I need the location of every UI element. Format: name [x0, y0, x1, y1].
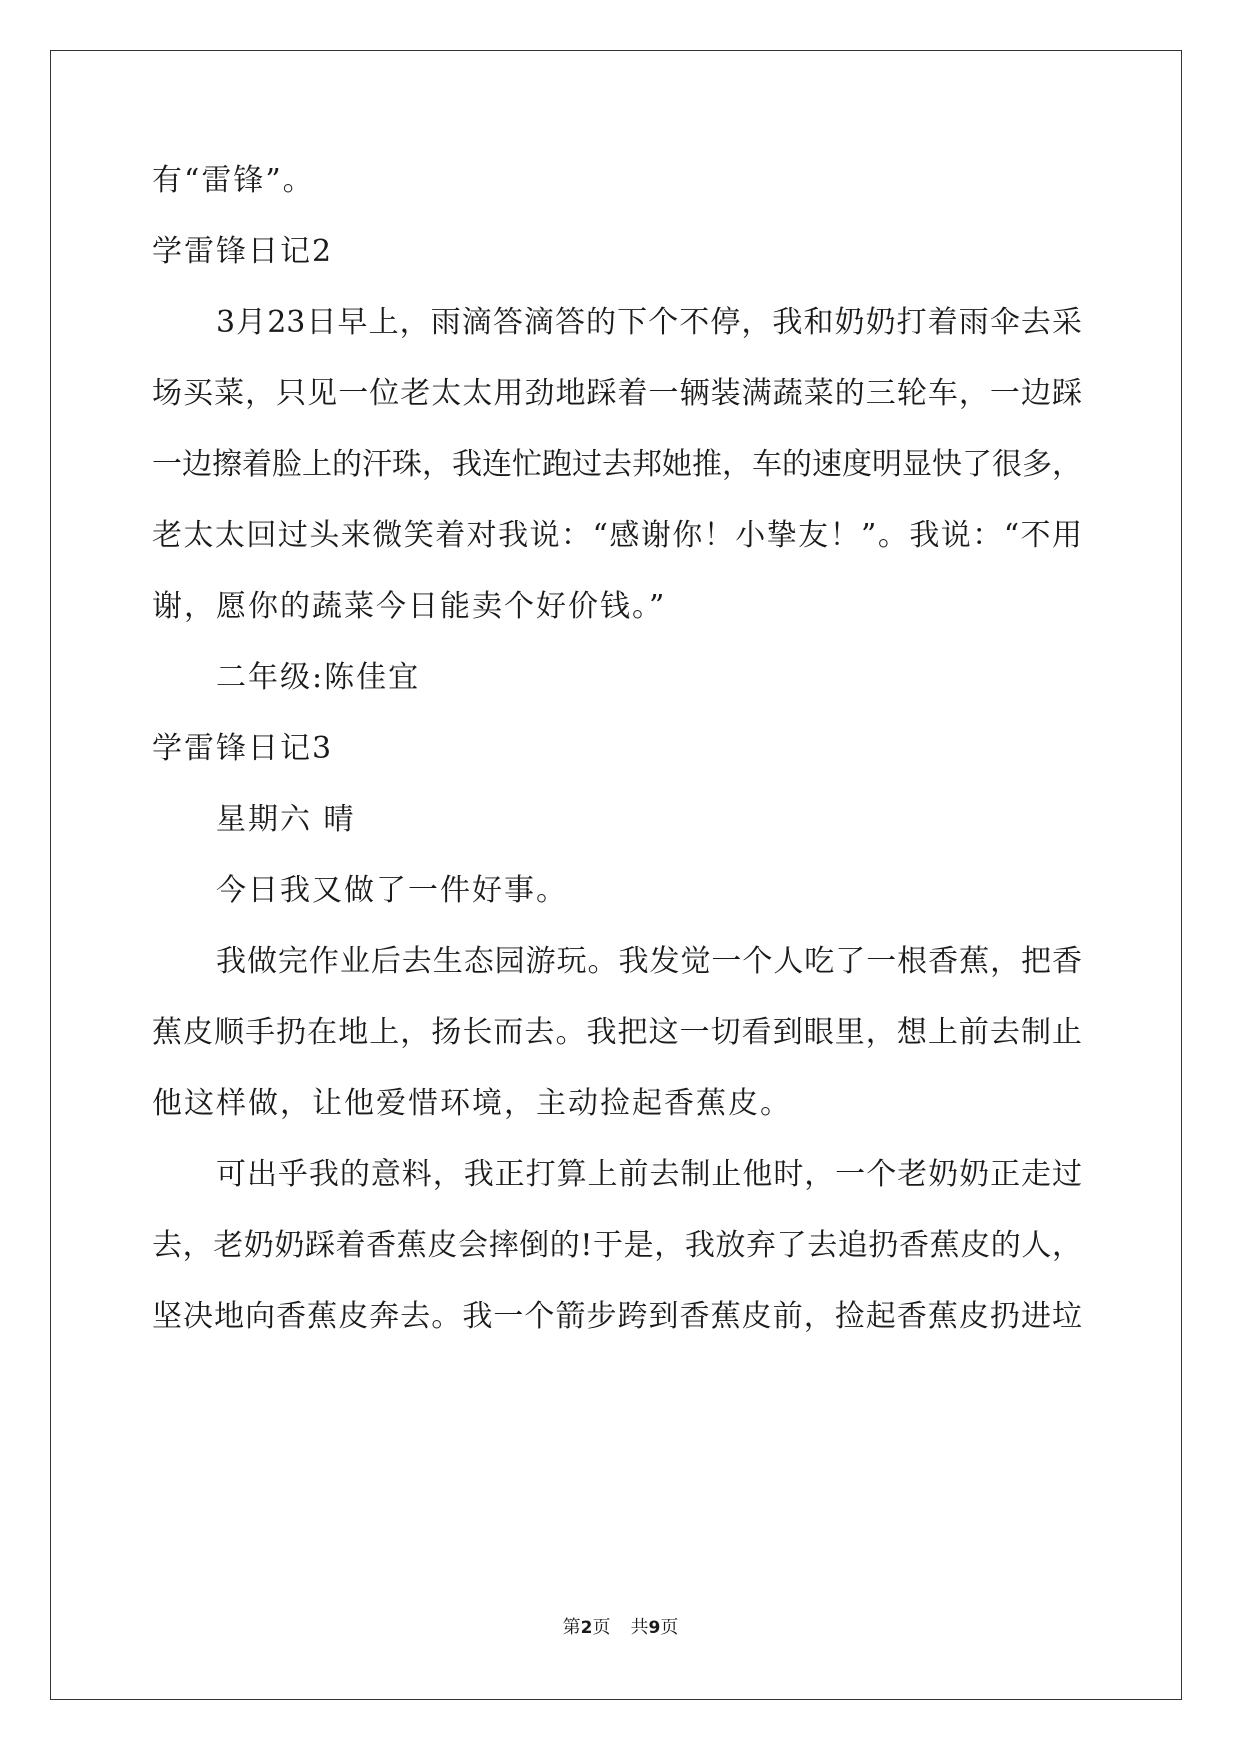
paragraph-line: 场买菜，只见一位老太太用劲地踩着一辆装满蔬菜的三轮车，一边踩	[152, 376, 1082, 411]
paragraph-line: 3月23日早上，雨滴答滴答的下个不停，我和奶奶打着雨伞去采	[216, 305, 1082, 340]
paragraph-line: 老太太回过头来微笑着对我说：“感谢你！小挚友！”。我说：“不用	[152, 518, 1082, 553]
paragraph-line: 今日我又做了一件好事。	[216, 873, 568, 908]
paragraph-line: 可出乎我的意料，我正打算上前去制止他时，一个老奶奶正走过	[216, 1157, 1082, 1192]
paragraph-line: 一边擦着脸上的汗珠，我连忙跑过去邦她推，车的速度明显快了很多，	[152, 447, 1082, 482]
page-footer	[0, 1617, 1241, 1639]
page-suffix: 页	[592, 1617, 611, 1638]
section-heading: 学雷锋日记2	[152, 234, 334, 269]
paragraph-line: 谢，愿你的蔬菜今日能卖个好价钱。”	[152, 589, 667, 624]
paragraph-line: 去，老奶奶踩着香蕉皮会摔倒的!于是，我放弃了去追扔香蕉皮的人，	[152, 1228, 1082, 1263]
section-heading: 学雷锋日记3	[152, 731, 334, 766]
paragraph-line: 蕉皮顺手扔在地上，扬长而去。我把这一切看到眼里，想上前去制止	[152, 1015, 1082, 1050]
date-weather-line: 星期六 晴	[216, 802, 356, 837]
total-suffix: 页	[660, 1617, 679, 1638]
total-prefix: 共	[630, 1617, 649, 1638]
paragraph-line: 有“雷锋”。	[152, 163, 315, 198]
paragraph-line: 我做完作业后去生态园游玩。我发觉一个人吃了一根香蕉，把香	[216, 944, 1082, 979]
author-signature: 二年级:陈佳宜	[216, 660, 421, 695]
page-prefix: 第	[562, 1617, 581, 1638]
paragraph-line: 他这样做，让他爱惜环境，主动捡起香蕉皮。	[152, 1086, 792, 1121]
paragraph-line: 坚决地向香蕉皮奔去。我一个箭步跨到香蕉皮前，捡起香蕉皮扔进垃	[152, 1299, 1082, 1334]
current-page-number: 2	[580, 1618, 593, 1638]
total-pages-number: 9	[648, 1618, 661, 1638]
